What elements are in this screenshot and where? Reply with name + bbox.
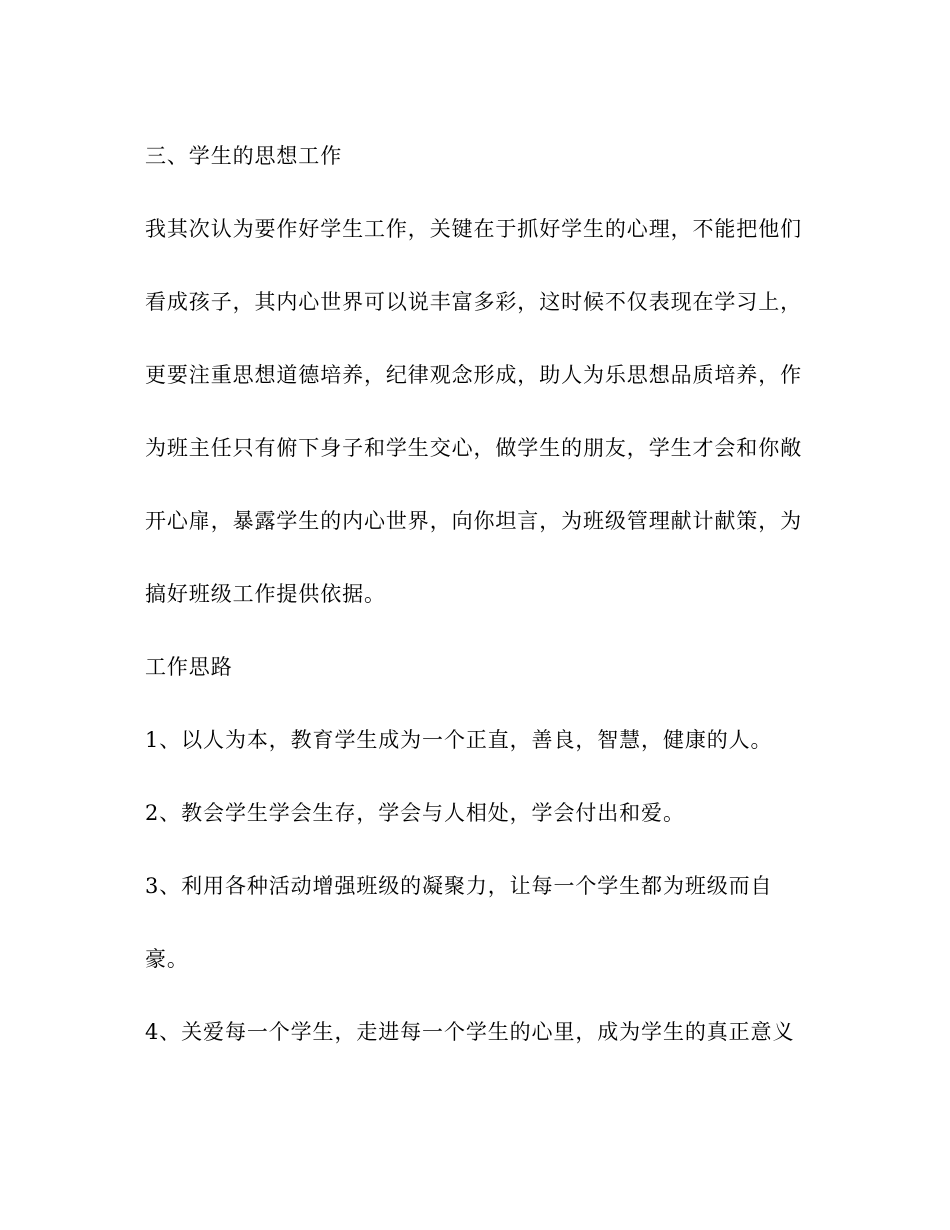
- list-item: 3、利用各种活动增强班级的凝聚力，让每一个学生都为班级而自: [145, 874, 773, 898]
- subsection-heading: 工作思路: [145, 655, 233, 679]
- list-item: 4、关爱每一个学生，走进每一个学生的心里，成为学生的真正意义: [145, 1020, 795, 1044]
- paragraph-line: 看成孩子，其内心世界可以说丰富多彩，这时候不仅表现在学习上，: [145, 290, 802, 314]
- paragraph-line: 为班主任只有俯下身子和学生交心，做学生的朋友，学生才会和你敞: [145, 436, 802, 460]
- list-item-continuation: 豪。: [145, 947, 189, 971]
- paragraph-line: 更要注重思想道德培养，纪律观念形成，助人为乐思想品质培养，作: [145, 363, 802, 387]
- paragraph-line: 我其次认为要作好学生工作，关键在于抓好学生的心理，不能把他们: [145, 217, 802, 241]
- paragraph-line: 开心扉，暴露学生的内心世界，向你坦言，为班级管理献计献策，为: [145, 509, 802, 533]
- document-body: [145, 132, 815, 1081]
- list-item: 2、教会学生学会生存，学会与人相处，学会付出和爱。: [145, 801, 685, 825]
- paragraph-line: 搞好班级工作提供依据。: [145, 582, 386, 606]
- section-heading: 三、学生的思想工作: [145, 144, 343, 168]
- list-item: 1、以人为本，教育学生成为一个正直，善良，智慧，健康的人。: [145, 728, 773, 752]
